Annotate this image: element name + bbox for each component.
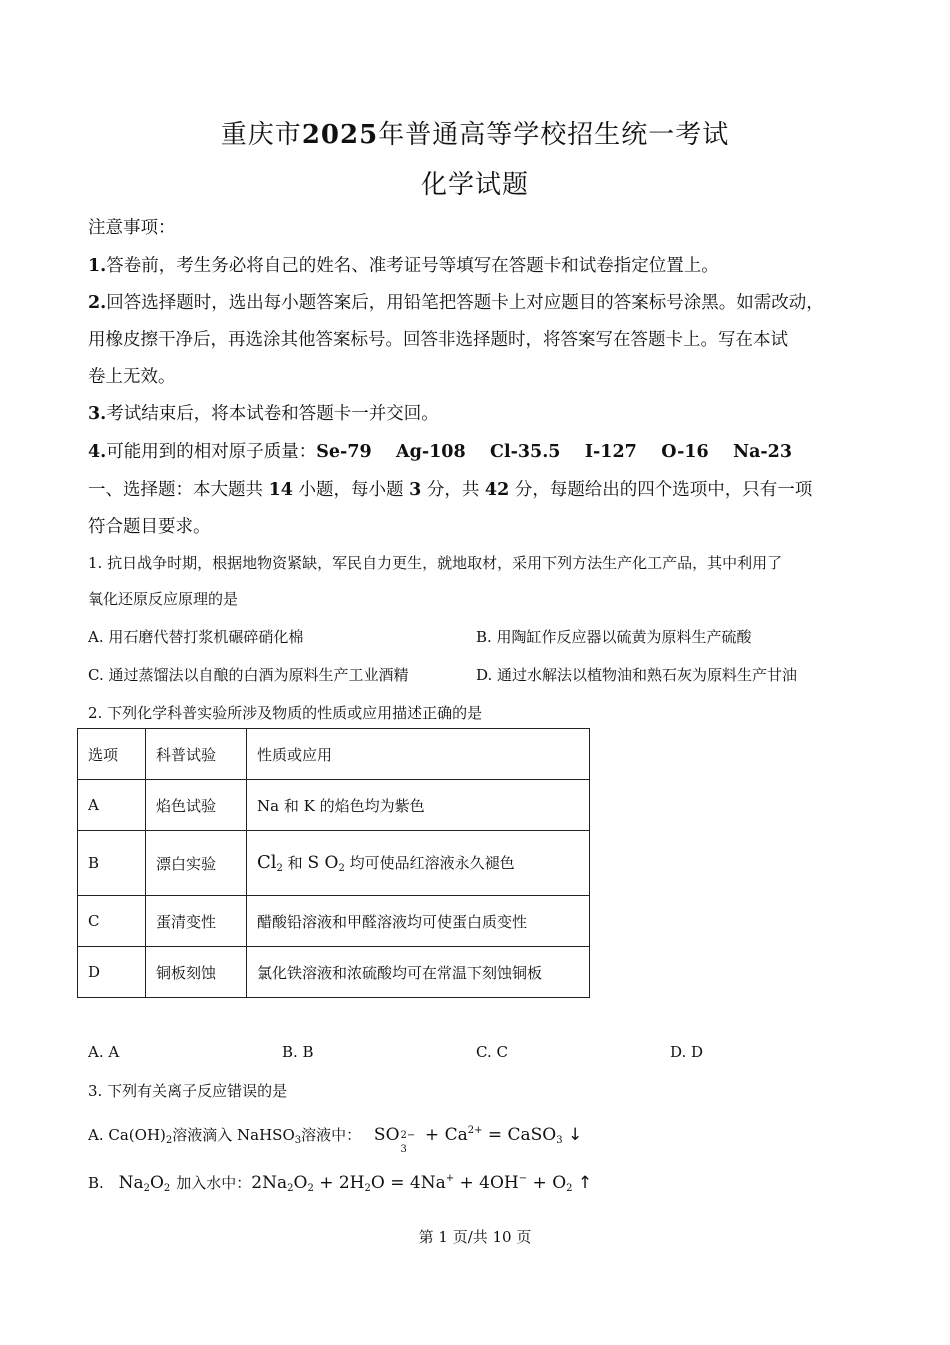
formula-sub: 3 (294, 1135, 302, 1146)
table-cell: D (78, 947, 146, 998)
formula-cl: Cl (257, 852, 277, 873)
formula-sub: 2 (276, 863, 283, 874)
table-cell: 铜板刻蚀 (146, 947, 247, 998)
notice-text: 考试结束后，将本试卷和答题卡一并交回。 (106, 404, 439, 424)
notice-heading: 注意事项： (88, 218, 176, 238)
cell-text: 均可使品红溶液永久褪色 (349, 854, 515, 872)
notice-item-2-line2: 用橡皮擦干净后，再选涂其他答案标号。回答非选择题时，将答案写在答题卡上。写在本试 (88, 330, 788, 350)
points-each: 3 (409, 480, 422, 500)
title-prefix: 重庆市 (220, 120, 302, 150)
option-text: 加入水中： (176, 1174, 252, 1192)
cell-text: 和 (282, 854, 308, 872)
notice-item-1 (88, 252, 719, 277)
table-header-row (78, 729, 590, 780)
q3-option-a (88, 1124, 583, 1155)
option-text: A. Ca(OH) (88, 1126, 166, 1144)
points-total: 42 (484, 480, 510, 500)
section1-text: 小题，每小题 (292, 480, 410, 500)
table-row (78, 831, 590, 896)
notice-item-3 (88, 400, 439, 425)
ionic-equation-a: SO 2− 3 + $Ca^{2+}$ = CaSO$_3$ ↓ (373, 1125, 583, 1155)
q1-stem-line2: 氧化还原反应原理的是 (88, 590, 239, 608)
table-cell: C (78, 896, 146, 947)
table-cell: B (78, 831, 146, 896)
table-cell: 蛋清变性 (146, 896, 247, 947)
notice-text: 答卷前，考生务必将自己的姓名、准考证号等填写在答题卡和试卷指定位置上。 (106, 256, 719, 276)
table-cell: 醋酸铅溶液和甲醛溶液均可使蛋白质变性 (247, 896, 590, 947)
option-text: B. (88, 1174, 104, 1192)
q2-choice-b: B. B (282, 1043, 314, 1061)
table-header-cell: 科普试验 (146, 729, 247, 780)
formula-sub: 2 (165, 1135, 173, 1146)
atomic-masses: Se-79 Ag-108 Cl-35.5 I-127 O-16 Na-23 (316, 442, 793, 462)
table-cell (247, 831, 590, 896)
option-text: 溶液中： (301, 1126, 362, 1144)
table-cell: 氯化铁溶液和浓硫酸均可在常温下刻蚀铜板 (247, 947, 590, 998)
notice-num: 1. (88, 256, 107, 276)
table-cell: 焰色试验 (146, 780, 247, 831)
table-header-cell: 性质或应用 (247, 729, 590, 780)
notice-num: 2. (88, 293, 107, 313)
table-header-cell: 选项 (78, 729, 146, 780)
table-cell: 漂白实验 (146, 831, 247, 896)
section1-line2: 符合题目要求。 (88, 517, 211, 537)
notice-item-2-line3: 卷上无效。 (88, 367, 176, 387)
q2-choice-a: A. A (88, 1043, 120, 1061)
page-number: 第 1 页/共 10 页 (418, 1228, 532, 1246)
exam-title (0, 114, 950, 151)
notice-text: 回答选择题时，选出每小题答案后，用铅笔把答题卡上对应题目的答案标号涂黑。如需改动， (106, 293, 824, 313)
q2-choice-c: C. C (476, 1043, 508, 1061)
q1-option-b: B. 用陶缸作反应器以硫黄为原料生产硫酸 (476, 628, 752, 646)
table-row (78, 947, 590, 998)
exam-subtitle: 化学试题 (420, 170, 529, 200)
section1-text: 分，每题给出的四个选项中，只有一项 (509, 480, 813, 500)
q3-option-b (88, 1172, 592, 1194)
section1-line1 (88, 476, 812, 501)
table-cell: Na 和 K 的焰色均为紫色 (247, 780, 590, 831)
q3-stem: 3. 下列有关离子反应错误的是 (88, 1082, 288, 1100)
table-cell: A (78, 780, 146, 831)
q1-option-c: C. 通过蒸馏法以自酿的白酒为原料生产工业酒精 (88, 666, 409, 684)
q1-stem-line1: 1. 抗日战争时期，根据地物资紧缺，军民自力更生，就地取材，采用下列方法生产化工产品，其中利用了 (88, 554, 783, 572)
formula-na2o2: $Na_2O_2$ (118, 1173, 171, 1194)
table-row (78, 780, 590, 831)
q1-option-a: A. 用石磨代替打浆机碾碎硝化棉 (88, 628, 304, 646)
notice-num: 3. (88, 404, 107, 424)
notice-num: 4. (88, 442, 107, 462)
formula-sub: 2 (338, 863, 345, 874)
table-row (78, 896, 590, 947)
notice-text: 可能用到的相对原子质量： (106, 442, 317, 462)
section1-text: 一、选择题：本大题共 (88, 480, 269, 500)
title-year: 2025 (301, 120, 379, 150)
q2-stem: 2. 下列化学科普实验所涉及物质的性质或应用描述正确的是 (88, 704, 483, 722)
q1-option-d: D. 通过水解法以植物油和熟石灰为原料生产甘油 (476, 666, 798, 684)
notice-item-4 (88, 438, 792, 463)
option-text: 溶液滴入 NaHSO (172, 1126, 295, 1144)
section1-text: 分，共 (421, 480, 485, 500)
ionic-equation-b: $2Na_2O_2 + 2H_2O = 4Na^+ + 4OH^- + O_2$ ↑ (251, 1173, 593, 1194)
q2-choice-d: D. D (670, 1043, 704, 1061)
q2-table (77, 728, 590, 998)
title-suffix: 年普通高等学校招生统一考试 (378, 120, 730, 150)
notice-item-2-line1 (88, 289, 824, 314)
question-count: 14 (268, 480, 293, 500)
formula-so: S O (307, 853, 339, 873)
